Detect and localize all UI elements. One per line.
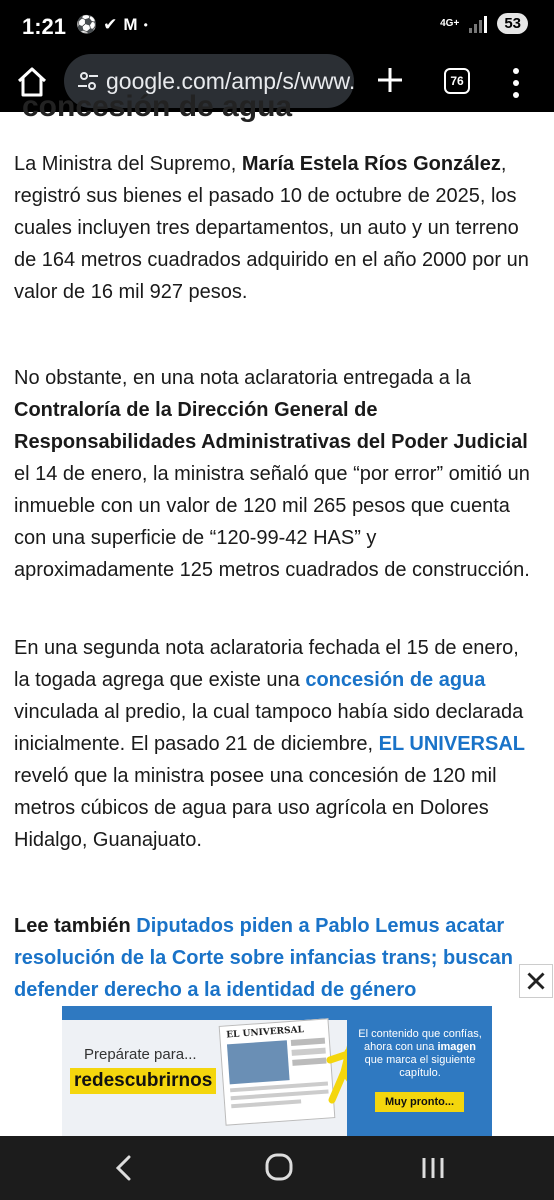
status-right	[440, 13, 528, 34]
soccer-ball-icon: ⚽	[76, 15, 98, 34]
p2-bold-institution: Contraloría de la Dirección General de Responsabilidades Administrativas del Poder Judicial	[14, 399, 528, 453]
newspaper-columns	[220, 1019, 337, 1126]
home-nav-icon[interactable]	[264, 1152, 294, 1182]
tab-switcher-button[interactable]: 76	[444, 68, 470, 94]
ad-copy	[355, 1028, 485, 1080]
paragraph-1	[14, 148, 534, 308]
lee-tambien-label: Lee también	[14, 915, 137, 937]
related-article-link[interactable]: Diputados piden a Pablo Lemus acatar resolución de la Corte sobre infancias trans; buscan defender derecho a la identidad de género	[14, 915, 514, 1001]
signal-icon	[467, 14, 489, 34]
ad-blue-panel	[347, 1006, 492, 1136]
p1-text-c: , registró sus bienes el pasado 10 de octubre de 2025, los cuales incluyen tres departamentos, un auto y un terreno de 164 metros cuadrados adquirido en el año 2000 por un valor de 16 mil 927 pesos.	[14, 153, 529, 303]
article-content	[0, 90, 554, 1136]
link-concesion-de-agua[interactable]: concesión de agua	[305, 669, 486, 691]
close-ad-icon[interactable]	[519, 964, 553, 998]
dot-icon: •	[143, 18, 148, 32]
paragraph-2	[14, 362, 534, 586]
p3-text-b: vinculada al predio, la cual tampoco había sido declarada inicialmente. El pasado 21 de diciembre,	[14, 701, 524, 755]
more-options-icon[interactable]	[506, 66, 526, 100]
ad-copy-b: imagen	[437, 1041, 476, 1053]
ad-headline: redescubrirnos	[70, 1068, 216, 1094]
newspaper-title: EL UNIVERSAL	[225, 1025, 305, 1041]
p3-text-a: En una segunda nota aclaratoria fechada el 15 de enero, la togada agrega que existe una	[14, 637, 519, 691]
section-heading: concesión de agua	[22, 90, 293, 123]
recent-apps-icon[interactable]	[420, 1154, 446, 1182]
ad-banner[interactable]	[62, 1006, 492, 1136]
gmail-icon: M	[123, 15, 138, 34]
p2-text-a: No obstante, en una nota aclaratoria entregada a la	[14, 367, 471, 389]
p1-text-a: La Ministra del Supremo,	[14, 153, 242, 175]
battery-level: 53	[497, 13, 528, 34]
ad-copy-a: El contenido que confías, ahora con una	[358, 1028, 482, 1053]
status-time: 1:21	[22, 14, 67, 39]
network-label: 4G+	[440, 17, 460, 29]
ad-prep-text: Prepárate para...	[84, 1046, 197, 1063]
new-tab-icon[interactable]	[372, 62, 408, 98]
url-text[interactable]: google.com/amp/s/www.	[106, 68, 356, 94]
notification-icons	[76, 14, 148, 36]
system-nav-bar	[0, 1136, 554, 1200]
p3-text-c: reveló que la ministra posee una concesión de 120 mil metros cúbicos de agua para uso agrícola en Dolores Hidalgo, Guanajuato.	[14, 765, 497, 851]
status-bar	[0, 0, 554, 52]
link-el-universal[interactable]: EL UNIVERSAL	[378, 733, 525, 755]
ad-copy-c: que marca el siguiente capítulo.	[364, 1054, 476, 1079]
p1-bold-name: María Estela Ríos González	[241, 153, 501, 175]
ad-cta-button[interactable]: Muy pronto...	[375, 1092, 464, 1112]
paragraph-lee-tambien	[14, 910, 534, 1006]
check-icon: ✔	[103, 15, 118, 34]
newspaper-image	[219, 1018, 336, 1125]
p2-text-c: el 14 de enero, la ministra señaló que “por error” omitió un inmueble con un valor de 120 mil 265 pesos que cuenta con una superficie de “120-99-42 HAS” y aproximadamente 125 metros cuadrados de construcción.	[14, 463, 530, 581]
paragraph-3	[14, 632, 534, 856]
back-icon[interactable]	[112, 1154, 136, 1182]
